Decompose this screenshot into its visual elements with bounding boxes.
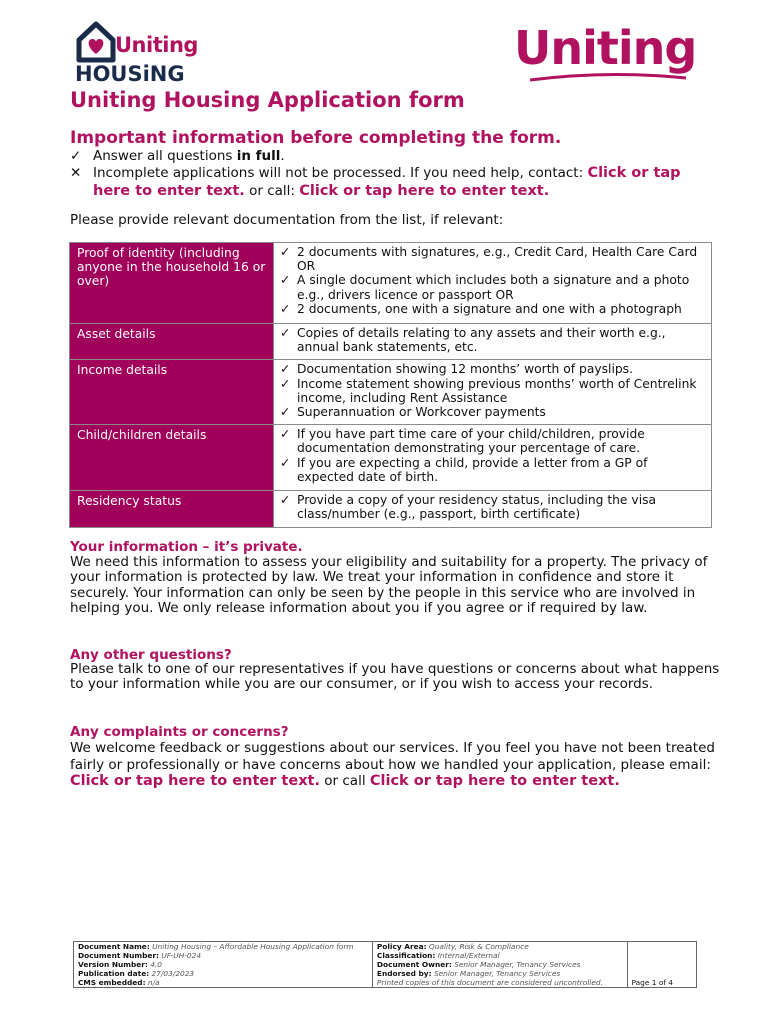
list-item: ✓ If you have part time care of your child/children, provide documentation demonstrating your percentage of care.	[280, 427, 645, 456]
intro-item-post: .	[280, 148, 285, 164]
contact-email-field[interactable]: Click or tap here to enter text.	[93, 165, 681, 199]
complaints-phone-field[interactable]: Click or tap here to enter text.	[369, 773, 620, 789]
questions-body: Please talk to one of our representatives if you have questions or concerns about what happens to your information while you are our consumer, or if you wish to access your records.	[70, 661, 720, 693]
intro-item-full	[70, 148, 710, 165]
document-footer	[73, 941, 697, 988]
questions-heading: Any other questions?	[70, 647, 232, 663]
row-label: Child/children details	[70, 425, 274, 491]
logo-right-text: Uniting	[514, 21, 697, 75]
documentation-table	[69, 242, 712, 528]
check-icon: ✓	[280, 405, 291, 420]
table-row	[70, 425, 712, 491]
check-icon: ✓	[280, 362, 291, 377]
documentation-intro: Please provide relevant documentation from the list, if relevant:	[70, 212, 504, 228]
page-number: Page 1 of 4	[631, 978, 673, 987]
logo-left-housing-text: HOUSiNG	[75, 62, 185, 86]
list-item: ✓ 2 documents with signatures, e.g., Credit Card, Health Care Card OR	[280, 245, 698, 274]
check-icon: ✓	[280, 301, 291, 316]
list-item: ✓ Documentation showing 12 months’ worth of payslips.	[280, 362, 634, 377]
complaints-mid: or call	[319, 773, 370, 789]
footer-left: Document Name: Uniting Housing – Affordable Housing Application form Document Number: UF-UH-024 Version Number: 4.0 Publication date: 27/03/2023 CMS embedded: n/a	[74, 942, 373, 988]
check-icon: ✓	[280, 427, 291, 442]
intro-item-incomplete	[70, 165, 710, 200]
row-items	[274, 360, 712, 425]
row-label: Residency status	[70, 491, 274, 528]
logo-swoosh	[528, 72, 688, 84]
page-title: Uniting Housing Application form	[70, 88, 465, 112]
list-item: ✓ Income statement showing previous months’ worth of Centrelink income, including Rent Assistance	[280, 376, 697, 405]
private-heading: Your information – it’s private.	[70, 539, 303, 555]
row-items	[274, 324, 712, 360]
row-items	[274, 425, 712, 491]
check-icon: ✓	[280, 326, 291, 340]
cross-icon: ✕	[70, 165, 82, 181]
check-icon: ✓	[280, 493, 291, 508]
logo-left-uniting-text: Uniting	[115, 33, 198, 57]
intro-item2-text: Incomplete applications will not be processed. If you need help, contact:	[93, 165, 588, 181]
check-icon: ✓	[280, 273, 291, 288]
check-icon: ✓	[280, 455, 291, 470]
house-heart-icon	[75, 20, 117, 66]
list-item: ✓ If you are expecting a child, provide a letter from a GP of expected date of birth.	[280, 455, 648, 484]
footer-middle: Policy Area: Quality, Risk & Compliance Classification: Internal/External Document Owner: Senior Manager, Tenancy Services Endorsed by: Senior Manager, Tenancy Services Printed copies of this document are considered uncontrolled.	[372, 942, 627, 988]
complaints-email-field[interactable]: Click or tap here to enter text.	[70, 773, 320, 789]
table-row	[70, 324, 712, 360]
list-item: ✓ A single document which includes both a signature and a photo e.g., drivers licence or passport OR	[280, 273, 690, 302]
footer-page	[627, 942, 696, 988]
check-icon: ✓	[280, 245, 291, 259]
intro-item-bold: in full	[236, 148, 281, 164]
contact-phone-field[interactable]: Click or tap here to enter text.	[299, 182, 550, 199]
row-items	[274, 491, 712, 528]
section-subtitle: Important information before completing the form.	[70, 128, 562, 148]
uniting-housing-logo	[72, 18, 202, 86]
row-label: Asset details	[70, 324, 274, 360]
complaints-heading: Any complaints or concerns?	[70, 724, 289, 740]
table-row	[70, 360, 712, 425]
intro-item-text: Answer all questions	[93, 148, 237, 164]
list-item: ✓ Copies of details relating to any assets and their worth e.g., annual bank statements, etc.	[280, 326, 666, 355]
row-label: Proof of identity (including anyone in the household 16 or over)	[70, 243, 274, 324]
row-label: Income details	[70, 360, 274, 425]
uniting-logo	[514, 22, 704, 86]
complaints-text: We welcome feedback or suggestions about our services. If you feel you have not been treated fairly or professionally or have concerns about how we handled your application, please email:	[70, 740, 715, 773]
table-row	[70, 491, 712, 528]
list-item: ✓ Provide a copy of your residency status, including the visa class/number (e.g., passport, birth certificate)	[280, 493, 657, 522]
complaints-body	[70, 740, 720, 790]
list-item: ✓ 2 documents, one with a signature and one with a photograph	[280, 301, 682, 316]
check-icon: ✓	[280, 376, 291, 391]
list-item: ✓ Superannuation or Workcover payments	[280, 405, 546, 420]
intro-item2-mid: or call:	[244, 182, 300, 199]
table-row	[70, 243, 712, 324]
private-body: We need this information to assess your eligibility and suitability for a property. The privacy of your information is protected by law. We treat your information in confidence and store it securely. Your information can only be seen by the people in this service who are involved in helping you. We only release information about you if you agree or if required by law.	[70, 554, 708, 617]
check-icon: ✓	[70, 148, 82, 164]
row-items	[274, 243, 712, 324]
